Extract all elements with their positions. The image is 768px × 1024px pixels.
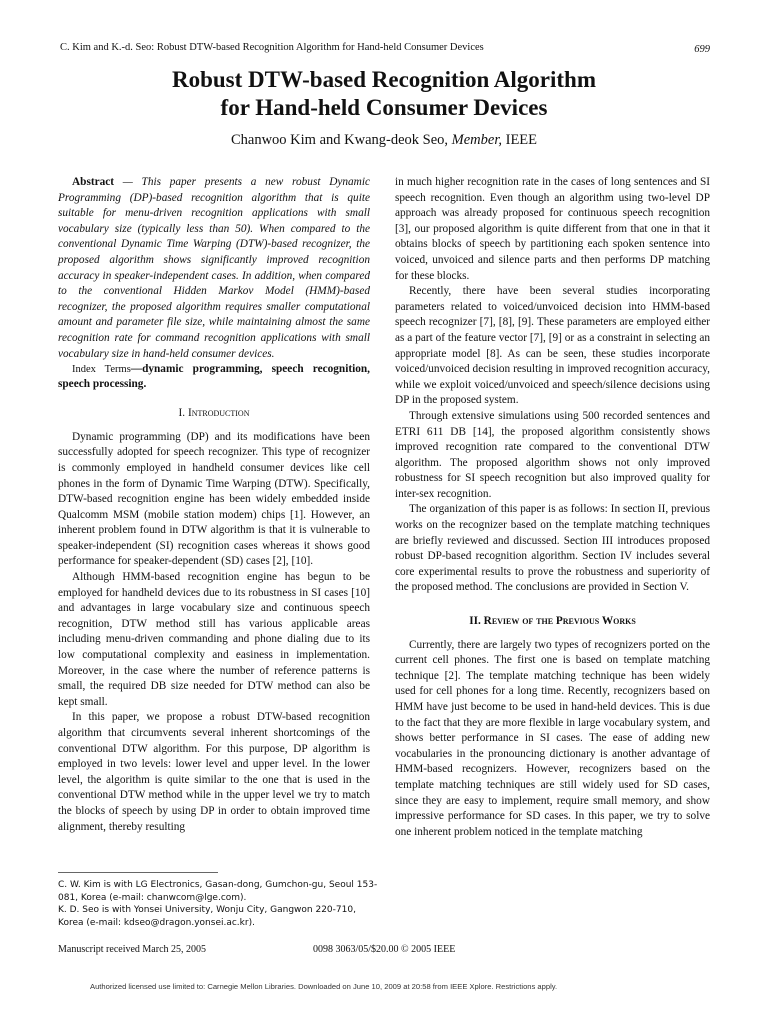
- section-heading-introduction: [58, 406, 370, 422]
- footnote-rule: [58, 872, 218, 873]
- left-column: [58, 175, 370, 835]
- copyright-notice: 0098 3063/05/$20.00 © 2005 IEEE: [313, 944, 456, 955]
- abstract: [58, 175, 370, 362]
- abstract-label: Abstract: [72, 176, 115, 188]
- page-number: 699: [694, 44, 710, 55]
- title-line-1: Robust DTW-based Recognition Algorithm: [171, 67, 597, 92]
- index-terms: [58, 362, 370, 392]
- index-terms-text: —dynamic programming, speech recognition, speech processing.: [58, 363, 370, 391]
- title-line-2: for Hand-held Consumer Devices: [220, 95, 548, 120]
- section-number: I.: [178, 407, 186, 420]
- author-role: Member,: [451, 132, 502, 148]
- section-title: Review of the Previous Works: [483, 615, 636, 628]
- footnote: K. D. Seo is with Yonsei University, Wonju City, Gangwon 220-710, Korea (e-mail: kdseo@dragon.yonsei.ac.kr).: [58, 905, 356, 928]
- body-paragraph: Although HMM-based recognition engine has begun to be employed for handheld devices due to its robustness in SI cases [10] and advantages in large vocabulary size and continuous speech recognition, DTW method still has various applicable areas including menu-driven commanding and phone dialing due to its low computational complexity and easiness in implementation. Moreover, in the case where the number of reference patterns is small, the required DB size needed for DTW method can also be kept small.: [58, 571, 370, 708]
- body-paragraph: In this paper, we propose a robust DTW-based recognition algorithm that circumvents several inherent shortcomings of the conventional DTW algorithm. For this purpose, DP algorithm is employed in two levels: lower level and upper level. In the lower level, the algorithm is quite similar to the one that is used in the conventional DTW method while in the upper level we try to match the blocks of speech by using DP in order to obtain improved time alignment, thereby resulting: [58, 711, 370, 833]
- paper-title: [0, 66, 768, 122]
- body-paragraph: The organization of this paper is as follows: In section II, previous works on the recognizer based on the template matching techniques are briefly reviewed and discussed. Section III introduces proposed robust DP-based recognition algorithm. Section IV includes several core experimental results to prove the robustness and superiority of the proposed method. The conclusions are provided in Section V.: [395, 503, 710, 594]
- body-paragraph: in much higher recognition rate in the cases of long sentences and SI speech recognition. Even though an algorithm using two-level DP approach was already proposed for continuous speech recognition [3], our proposed algorithm is quite different from that one in that it obtains blocks of speech by partitioning each spoken sentence into voiced, unvoiced and silence parts and then performs DP matching for these blocks.: [395, 176, 710, 282]
- body-paragraph: Recently, there have been several studies incorporating parameters related to voiced/unvoiced decision into HMM-based speech recognizer [7], [8], [9]. These parameters are employed either as a part of the feature vector [7], [9] or as a constraint in selecting an appropriate model [8]. As can be seen, these studies incorporate voiced/unvoiced decision resulting in improved recognition accuracy, while we exploit voiced/unvoiced and speech/silence decisions using DP in the proposed system.: [395, 285, 710, 407]
- index-terms-label: Index Terms: [72, 364, 131, 376]
- author-footnotes: [58, 879, 378, 929]
- body-paragraph: Dynamic programming (DP) and its modifications have been successfully adopted for speech recognizer. This type of recognizer is commonly employed in handheld consumer devices like cell phones in the form of Dynamic Time Warping (DTW). Specifically, DTW-based recognition engine has been widely embedded inside Qualcomm MSM (mobile station modem) chips [1]. However, an inherent problem found in DTW algorithm is that it is vulnerable to speaker-independent (SI) recognition cases whereas it shows good performance for speaker-dependent (SD) cases [2], [10].: [58, 430, 370, 568]
- running-header: C. Kim and K.-d. Seo: Robust DTW-based Recognition Algorithm for Hand-held Consumer Devices: [60, 42, 484, 53]
- license-notice: Authorized licensed use limited to: Carnegie Mellon Libraries. Downloaded on June 10, 2009 at 20:58 from IEEE Xplore. Restrictions apply.: [90, 982, 558, 991]
- author-line: [0, 132, 768, 149]
- section-number: II.: [469, 615, 481, 628]
- section-title: Introduction: [187, 407, 250, 420]
- author-org: IEEE: [505, 132, 538, 148]
- footnote: C. W. Kim is with LG Electronics, Gasan-dong, Gumchon-gu, Seoul 153-081, Korea (e-mail: chanwcom@lge.com).: [58, 880, 378, 903]
- body-paragraph: Through extensive simulations using 500 recorded sentences and ETRI 611 DB [14], the proposed algorithm consistently shows improved recognition rate compared to the conventional DTW algorithm. The proposed algorithm shows not only improved robustness for SI speech recognition but also improved quality for inter-sex recognition.: [395, 409, 710, 500]
- manuscript-received: Manuscript received March 25, 2005: [58, 944, 207, 955]
- body-paragraph: Currently, there are largely two types of recognizers ported on the current cell phones. The first one is based on template matching technique [2]. The template matching technique has been widely used for cell phones for a long time. Recently, recognizers based on HMM have just become to be used in hand-held devices. This is due to the fact that they are more flexible in large vocabulary system, and shows better performance in SI cases. The ease of adding new vocabularies in the pronouncing dictionary is another advantage of HMM-based recognizers. However, recognizers based on the template matching techniques are still widely used for SD cases, since they are easy to implement, require small memory, and show impressive performance for SD cases. In this paper, we try to solve one inherent problem noticed in the template matching: [395, 638, 710, 838]
- abstract-text: — This paper presents a new robust Dynamic Programming (DP)-based recognition algorithm that is quite suitable for menu-driven recognition applications with small vocabulary size (typically less than 50). When compared to the conventional Dynamic Time Warping (DTW)-based recognizer, the proposed algorithm shows significantly improved recognition accuracy in speaker-independent cases. In addition, when compared to the conventional Hidden Markov Model (HMM)-based recognizer, the proposed algorithm requires smaller computational amount and parameter file size, while maintaining almost the same recognition rate for command recognition applications with small vocabulary size in hand-held consumer devices.: [58, 176, 370, 360]
- author-names: Chanwoo Kim and Kwang-deok Seo,: [230, 132, 449, 148]
- right-column: [395, 175, 710, 840]
- section-heading-previous-works: [395, 614, 710, 630]
